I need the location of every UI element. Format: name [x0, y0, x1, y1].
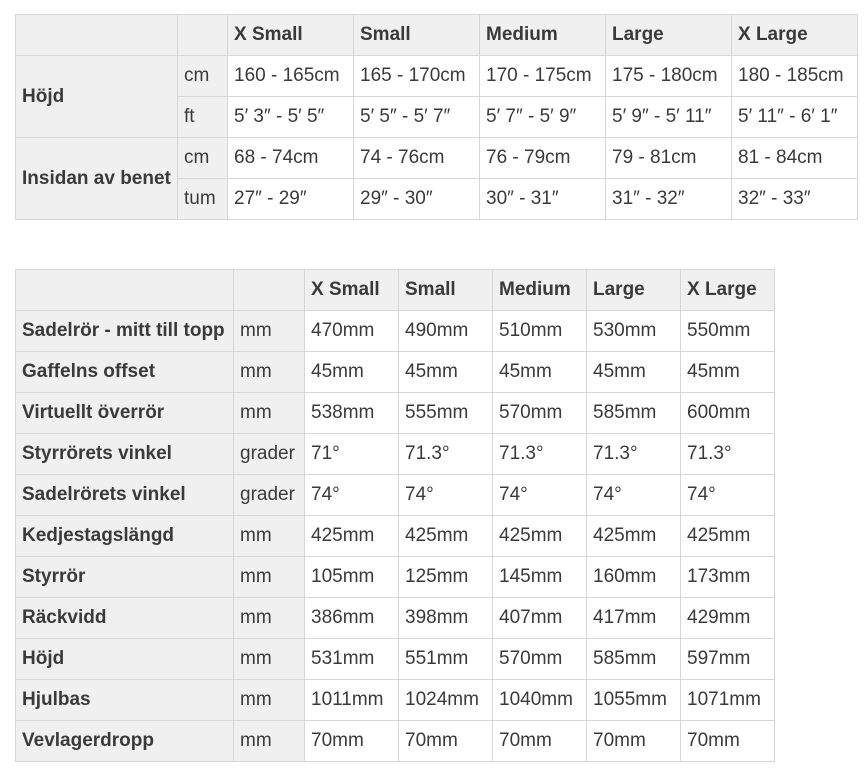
value-cell: 417mm	[587, 598, 681, 639]
value-cell: 45mm	[587, 352, 681, 393]
value-cell: 76 - 79cm	[480, 138, 606, 179]
unit-cell: mm	[234, 639, 305, 680]
value-cell: 125mm	[399, 557, 493, 598]
value-cell: 531mm	[305, 639, 399, 680]
corner-cell	[234, 270, 305, 311]
value-cell: 45mm	[399, 352, 493, 393]
size-header: X Small	[305, 270, 399, 311]
unit-cell: ft	[178, 97, 228, 138]
table-header-row	[16, 270, 775, 311]
value-cell: 30″ - 31″	[480, 179, 606, 220]
value-cell: 45mm	[493, 352, 587, 393]
value-cell: 538mm	[305, 393, 399, 434]
value-cell: 570mm	[493, 639, 587, 680]
size-header: X Large	[681, 270, 775, 311]
value-cell: 27″ - 29″	[228, 179, 354, 220]
value-cell: 45mm	[305, 352, 399, 393]
row-label: Styrrörets vinkel	[16, 434, 234, 475]
group-label: Höjd	[16, 56, 178, 138]
value-cell: 31″ - 32″	[606, 179, 732, 220]
value-cell: 105mm	[305, 557, 399, 598]
unit-cell: cm	[178, 138, 228, 179]
value-cell: 425mm	[493, 516, 587, 557]
value-cell: 5′ 7″ - 5′ 9″	[480, 97, 606, 138]
size-header: Medium	[480, 15, 606, 56]
value-cell: 5′ 11″ - 6′ 1″	[732, 97, 858, 138]
corner-cell	[178, 15, 228, 56]
value-cell: 425mm	[305, 516, 399, 557]
table-row	[16, 639, 775, 680]
table-header-row	[16, 15, 858, 56]
size-header: Medium	[493, 270, 587, 311]
size-header: Small	[354, 15, 480, 56]
value-cell: 74°	[681, 475, 775, 516]
table-row	[16, 475, 775, 516]
table-row	[16, 680, 775, 721]
value-cell: 5′ 5″ - 5′ 7″	[354, 97, 480, 138]
unit-cell: mm	[234, 680, 305, 721]
corner-cell	[16, 15, 178, 56]
size-header: X Small	[228, 15, 354, 56]
value-cell: 74°	[587, 475, 681, 516]
row-label: Gaffelns offset	[16, 352, 234, 393]
row-label: Höjd	[16, 639, 234, 680]
value-cell: 1055mm	[587, 680, 681, 721]
unit-cell: tum	[178, 179, 228, 220]
value-cell: 170 - 175cm	[480, 56, 606, 97]
value-cell: 160mm	[587, 557, 681, 598]
unit-cell: mm	[234, 557, 305, 598]
value-cell: 425mm	[587, 516, 681, 557]
table-row	[16, 516, 775, 557]
row-label: Styrrör	[16, 557, 234, 598]
value-cell: 79 - 81cm	[606, 138, 732, 179]
table-row	[16, 56, 858, 97]
value-cell: 71.3°	[399, 434, 493, 475]
row-label: Räckvidd	[16, 598, 234, 639]
value-cell: 71°	[305, 434, 399, 475]
value-cell: 74°	[305, 475, 399, 516]
size-header: Large	[606, 15, 732, 56]
value-cell: 425mm	[399, 516, 493, 557]
value-cell: 74 - 76cm	[354, 138, 480, 179]
table-row	[16, 434, 775, 475]
table-row	[16, 721, 775, 762]
value-cell: 551mm	[399, 639, 493, 680]
unit-cell: mm	[234, 393, 305, 434]
value-cell: 597mm	[681, 639, 775, 680]
row-label: Vevlagerdropp	[16, 721, 234, 762]
group-label: Insidan av benet	[16, 138, 178, 220]
table-row	[16, 138, 858, 179]
size-header: X Large	[732, 15, 858, 56]
value-cell: 5′ 3″ - 5′ 5″	[228, 97, 354, 138]
value-cell: 5′ 9″ - 5′ 11″	[606, 97, 732, 138]
table-row	[16, 393, 775, 434]
value-cell: 407mm	[493, 598, 587, 639]
value-cell: 1040mm	[493, 680, 587, 721]
value-cell: 145mm	[493, 557, 587, 598]
value-cell: 165 - 170cm	[354, 56, 480, 97]
unit-cell: mm	[234, 516, 305, 557]
unit-cell: grader	[234, 434, 305, 475]
value-cell: 470mm	[305, 311, 399, 352]
value-cell: 398mm	[399, 598, 493, 639]
value-cell: 70mm	[399, 721, 493, 762]
value-cell: 530mm	[587, 311, 681, 352]
value-cell: 74°	[493, 475, 587, 516]
value-cell: 68 - 74cm	[228, 138, 354, 179]
value-cell: 70mm	[305, 721, 399, 762]
value-cell: 510mm	[493, 311, 587, 352]
value-cell: 175 - 180cm	[606, 56, 732, 97]
value-cell: 600mm	[681, 393, 775, 434]
value-cell: 173mm	[681, 557, 775, 598]
value-cell: 71.3°	[587, 434, 681, 475]
size-header: Small	[399, 270, 493, 311]
value-cell: 81 - 84cm	[732, 138, 858, 179]
unit-cell: mm	[234, 598, 305, 639]
value-cell: 160 - 165cm	[228, 56, 354, 97]
value-cell: 70mm	[587, 721, 681, 762]
size-header: Large	[587, 270, 681, 311]
table-row	[16, 598, 775, 639]
table-row	[16, 352, 775, 393]
value-cell: 45mm	[681, 352, 775, 393]
value-cell: 425mm	[681, 516, 775, 557]
table-row	[16, 557, 775, 598]
value-cell: 585mm	[587, 393, 681, 434]
row-label: Kedjestagslängd	[16, 516, 234, 557]
corner-cell	[16, 270, 234, 311]
rider-size-table	[15, 14, 858, 220]
row-label: Sadelrörets vinkel	[16, 475, 234, 516]
value-cell: 71.3°	[681, 434, 775, 475]
value-cell: 29″ - 30″	[354, 179, 480, 220]
value-cell: 70mm	[493, 721, 587, 762]
unit-cell: cm	[178, 56, 228, 97]
unit-cell: grader	[234, 475, 305, 516]
unit-cell: mm	[234, 311, 305, 352]
value-cell: 71.3°	[493, 434, 587, 475]
table-row	[16, 311, 775, 352]
value-cell: 550mm	[681, 311, 775, 352]
value-cell: 555mm	[399, 393, 493, 434]
value-cell: 180 - 185cm	[732, 56, 858, 97]
value-cell: 1071mm	[681, 680, 775, 721]
value-cell: 429mm	[681, 598, 775, 639]
row-label: Sadelrör - mitt till topp	[16, 311, 234, 352]
row-label: Virtuellt överrör	[16, 393, 234, 434]
value-cell: 490mm	[399, 311, 493, 352]
value-cell: 32″ - 33″	[732, 179, 858, 220]
value-cell: 386mm	[305, 598, 399, 639]
value-cell: 585mm	[587, 639, 681, 680]
value-cell: 70mm	[681, 721, 775, 762]
value-cell: 1024mm	[399, 680, 493, 721]
geometry-table	[15, 269, 775, 762]
value-cell: 1011mm	[305, 680, 399, 721]
value-cell: 570mm	[493, 393, 587, 434]
value-cell: 74°	[399, 475, 493, 516]
row-label: Hjulbas	[16, 680, 234, 721]
unit-cell: mm	[234, 352, 305, 393]
unit-cell: mm	[234, 721, 305, 762]
